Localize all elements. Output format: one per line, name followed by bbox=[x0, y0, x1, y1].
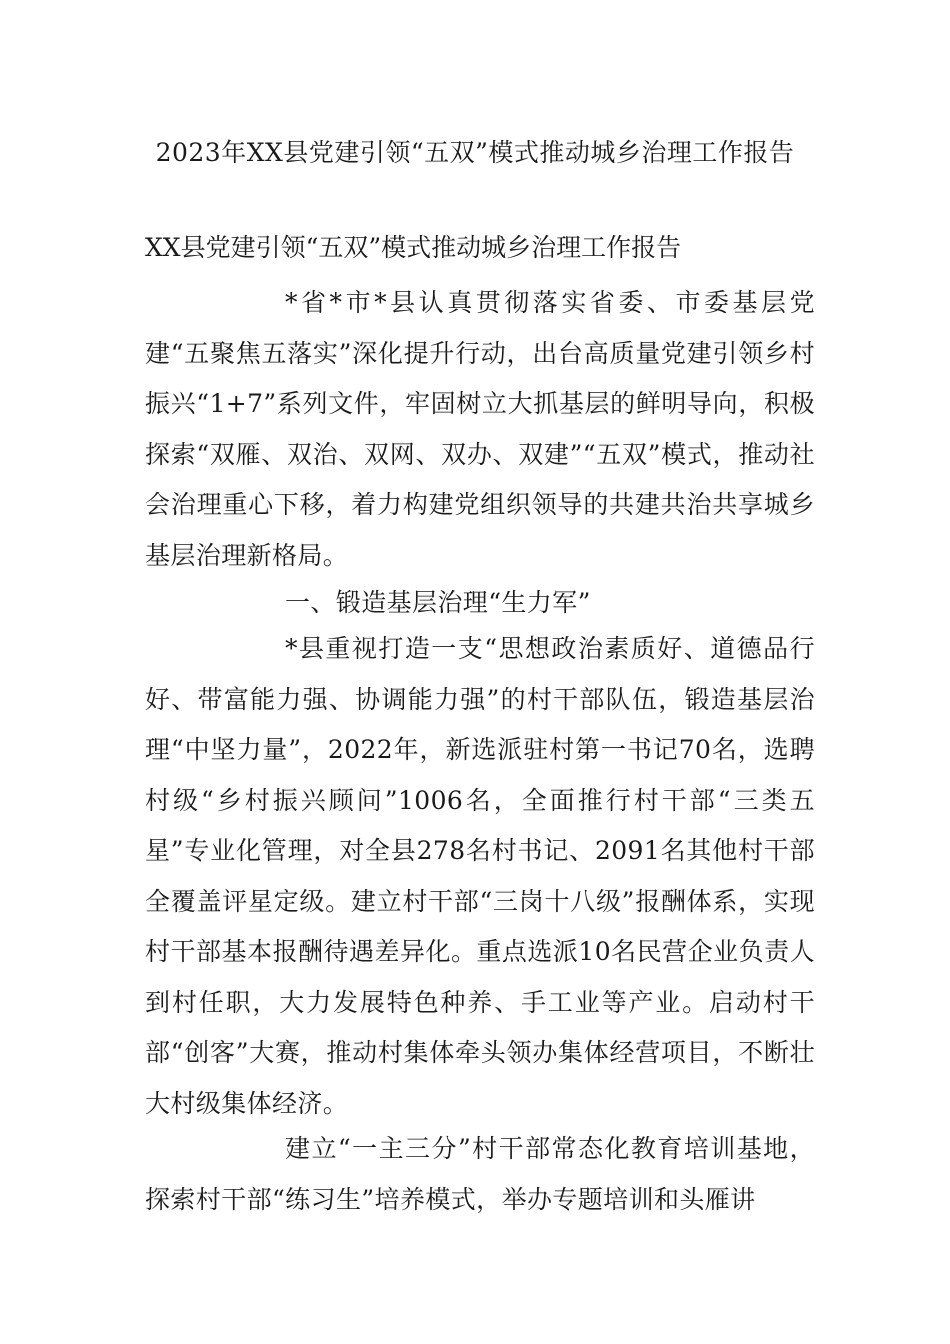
section-heading-1: 一、锻造基层治理“生力军” bbox=[285, 588, 591, 617]
intro-paragraph: *省*市*县认真贯彻落实省委、市委基层党建“五聚焦五落实”深化提升行动，出台高质量党建引领乡村振兴“1+7”系列文件，牢固树立大抓基层的鲜明导向，积极探索“双雁、双治、双网、双办、双建”“五双”模式，推动社会治理重心下移，着力构建党组织领导的共建共治共享城乡基层治理新格局。 bbox=[145, 288, 815, 570]
section-1-paragraph-2: 建立“一主三分”村干部常态化教育培训基地，探索村干部“练习生”培养模式，举办专题培训和头雁讲 bbox=[145, 1134, 815, 1214]
document-subtitle: XX县党建引领“五双”模式推动城乡治理工作报告 bbox=[145, 233, 682, 262]
section-1-paragraph-1: *县重视打造一支“思想政治素质好、道德品行好、带富能力强、协调能力强”的村干部队伍，锻造基层治理“中坚力量”，2022年，新选派驻村第一书记70名，选聘村级“乡村振兴顾问”1006名，全面推行村干部“三类五星”专业化管理，对全县278名村书记、2091名其他村干部全覆盖评星定级。建立村干部“三岗十八级”报酬体系，实现村干部基本报酬待遇差异化。重点选派10名民营企业负责人到村任职，大力发展特色种养、手工业等产业。启动村干部“创客”大赛，推动村集体牵头领办集体经营项目，不断壮大村级集体经济。 bbox=[145, 634, 815, 1118]
document-title: 2023年XX县党建引领“五双”模式推动城乡治理工作报告 bbox=[155, 138, 795, 167]
